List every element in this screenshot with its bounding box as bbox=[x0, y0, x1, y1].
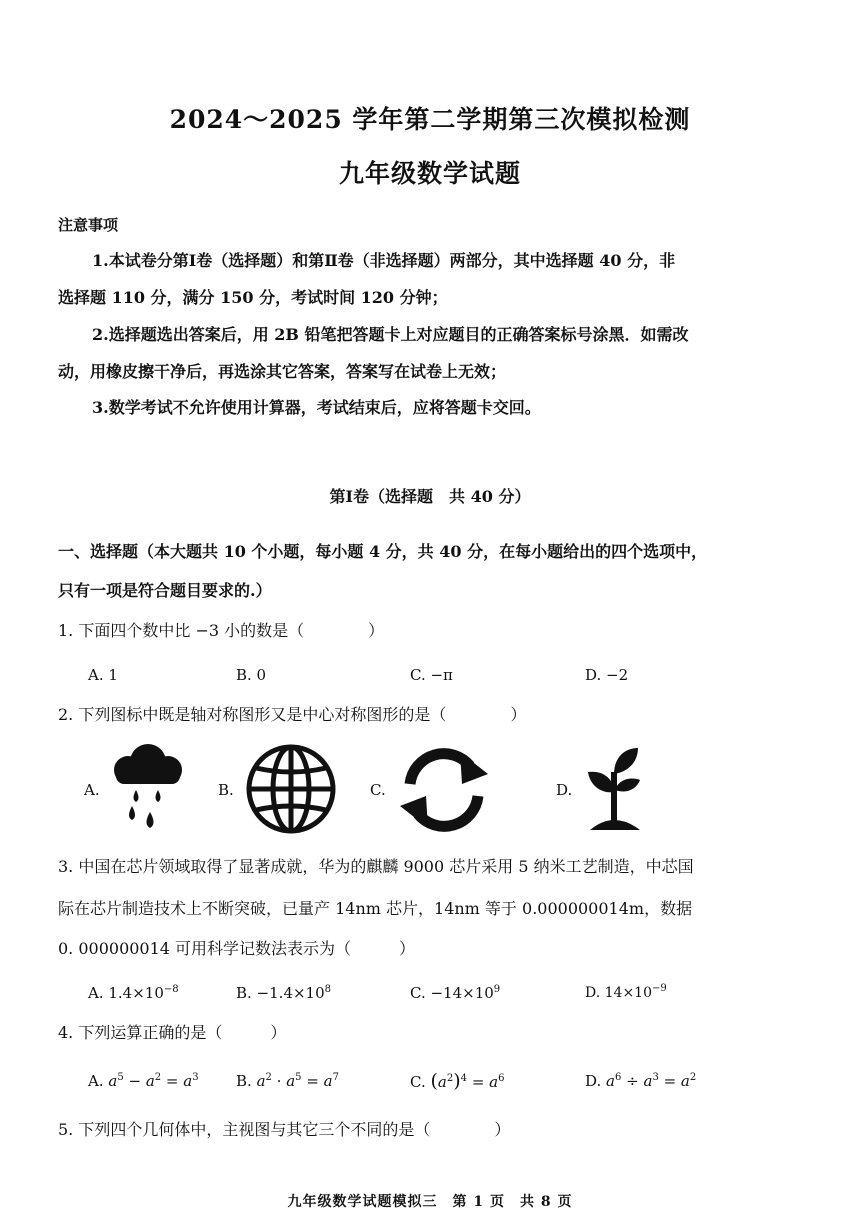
question-1-option-a: A. 1 bbox=[88, 666, 118, 684]
section-title: 第Ⅰ卷（选择题 共 40 分） bbox=[329, 487, 531, 506]
question-4-option-a: A. $a^5 - a^2 = a^3$ bbox=[88, 1072, 199, 1090]
question-4-option-c-formula: $(a^2)^4 = a^6$ bbox=[430, 1070, 505, 1092]
globe-icon bbox=[244, 742, 338, 836]
notice-heading: 注意事项 bbox=[58, 216, 119, 234]
question-1-option-d: D. −2 bbox=[585, 666, 629, 684]
question-1-option-b: B. 0 bbox=[236, 666, 267, 684]
question-5-stem: 5. 下列四个几何体中，主视图与其它三个不同的是（ ） bbox=[58, 1120, 511, 1139]
question-3-line-2: 际在芯片制造技术上不断突破，已量产 14nm 芯片，14nm 等于 0.000000014m，数据 bbox=[58, 899, 693, 918]
exam-subtitle: 九年级数学试题 bbox=[338, 159, 521, 188]
question-2-option-b: B. bbox=[218, 781, 234, 799]
rain-cloud-icon bbox=[106, 740, 190, 836]
question-3-line-1: 3. 中国在芯片领域取得了显著成就，华为的麒麟 9000 芯片采用 5 纳米工艺制造，中芯国 bbox=[58, 857, 694, 876]
notice-item-3: 3.数学考试不允许使用计算器，考试结束后，应将答题卡交回。 bbox=[92, 398, 541, 417]
notice-item-1-line-1: 1.本试卷分第Ⅰ卷（选择题）和第Ⅱ卷（非选择题）两部分，其中选择题 40 分，非 bbox=[92, 251, 676, 270]
question-1-option-c: C. −π bbox=[410, 666, 453, 684]
page-footer: 九年级数学试题模拟三 第 1 页 共 8 页 bbox=[287, 1194, 573, 1210]
question-3-option-c: C. $-14\times 10^9$ bbox=[410, 984, 501, 1002]
question-4-option-b: B. $a^2 \cdot a^5 = a^7$ bbox=[236, 1072, 339, 1090]
question-4-option-d: D. $a^6 \div a^3 = a^2$ bbox=[585, 1072, 697, 1090]
question-4-option-b-formula: $a^2 \cdot a^5 = a^7$ bbox=[256, 1072, 339, 1090]
sprout-icon bbox=[578, 744, 650, 834]
section-intro-line-2: 只有一项是符合题目要求的.） bbox=[58, 581, 272, 600]
notice-item-2-line-2: 动，用橡皮擦干净后，再选涂其它答案，答案写在试卷上无效； bbox=[58, 362, 507, 381]
exam-title: 2024～2025 学年第二学期第三次模拟检测 bbox=[169, 105, 691, 134]
question-2-option-d: D. bbox=[556, 781, 573, 799]
question-4-option-a-formula: $a^5 - a^2 = a^3$ bbox=[108, 1072, 199, 1090]
question-3-option-a: A. $1.4\times 10^{-8}$ bbox=[88, 984, 179, 1002]
notice-item-1-line-2: 选择题 110 分，满分 150 分，考试时间 120 分钟； bbox=[58, 288, 448, 307]
notice-item-2-line-1: 2.选择题选出答案后，用 2B 铅笔把答题卡上对应题目的正确答案标号涂黑．如需改 bbox=[92, 325, 689, 344]
question-2-option-c: C. bbox=[370, 781, 386, 799]
question-1-stem: 1. 下面四个数中比 −3 小的数是（ ） bbox=[58, 621, 385, 640]
question-2-option-a: A. bbox=[84, 781, 100, 799]
question-2-stem: 2. 下列图标中既是轴对称图形又是中心对称图形的是（ ） bbox=[58, 705, 527, 724]
question-3-option-b: B. $-1.4\times 10^8$ bbox=[236, 984, 332, 1002]
question-4-option-d-formula: $a^6 \div a^3 = a^2$ bbox=[606, 1072, 697, 1090]
refresh-arrows-icon bbox=[396, 744, 492, 836]
section-intro-line-1: 一、选择题（本大题共 10 个小题，每小题 4 分，共 40 分，在每小题给出的四个选项中， bbox=[58, 542, 708, 561]
question-3-line-3: 0. 000000014 可用科学记数法表示为（ ） bbox=[58, 939, 416, 958]
question-3-option-d: D. $14\times 10^{-9}$ bbox=[585, 983, 667, 1001]
question-4-stem: 4. 下列运算正确的是（ ） bbox=[58, 1023, 287, 1042]
question-4-option-c: C. $(a^2)^4 = a^6$ bbox=[410, 1070, 505, 1092]
